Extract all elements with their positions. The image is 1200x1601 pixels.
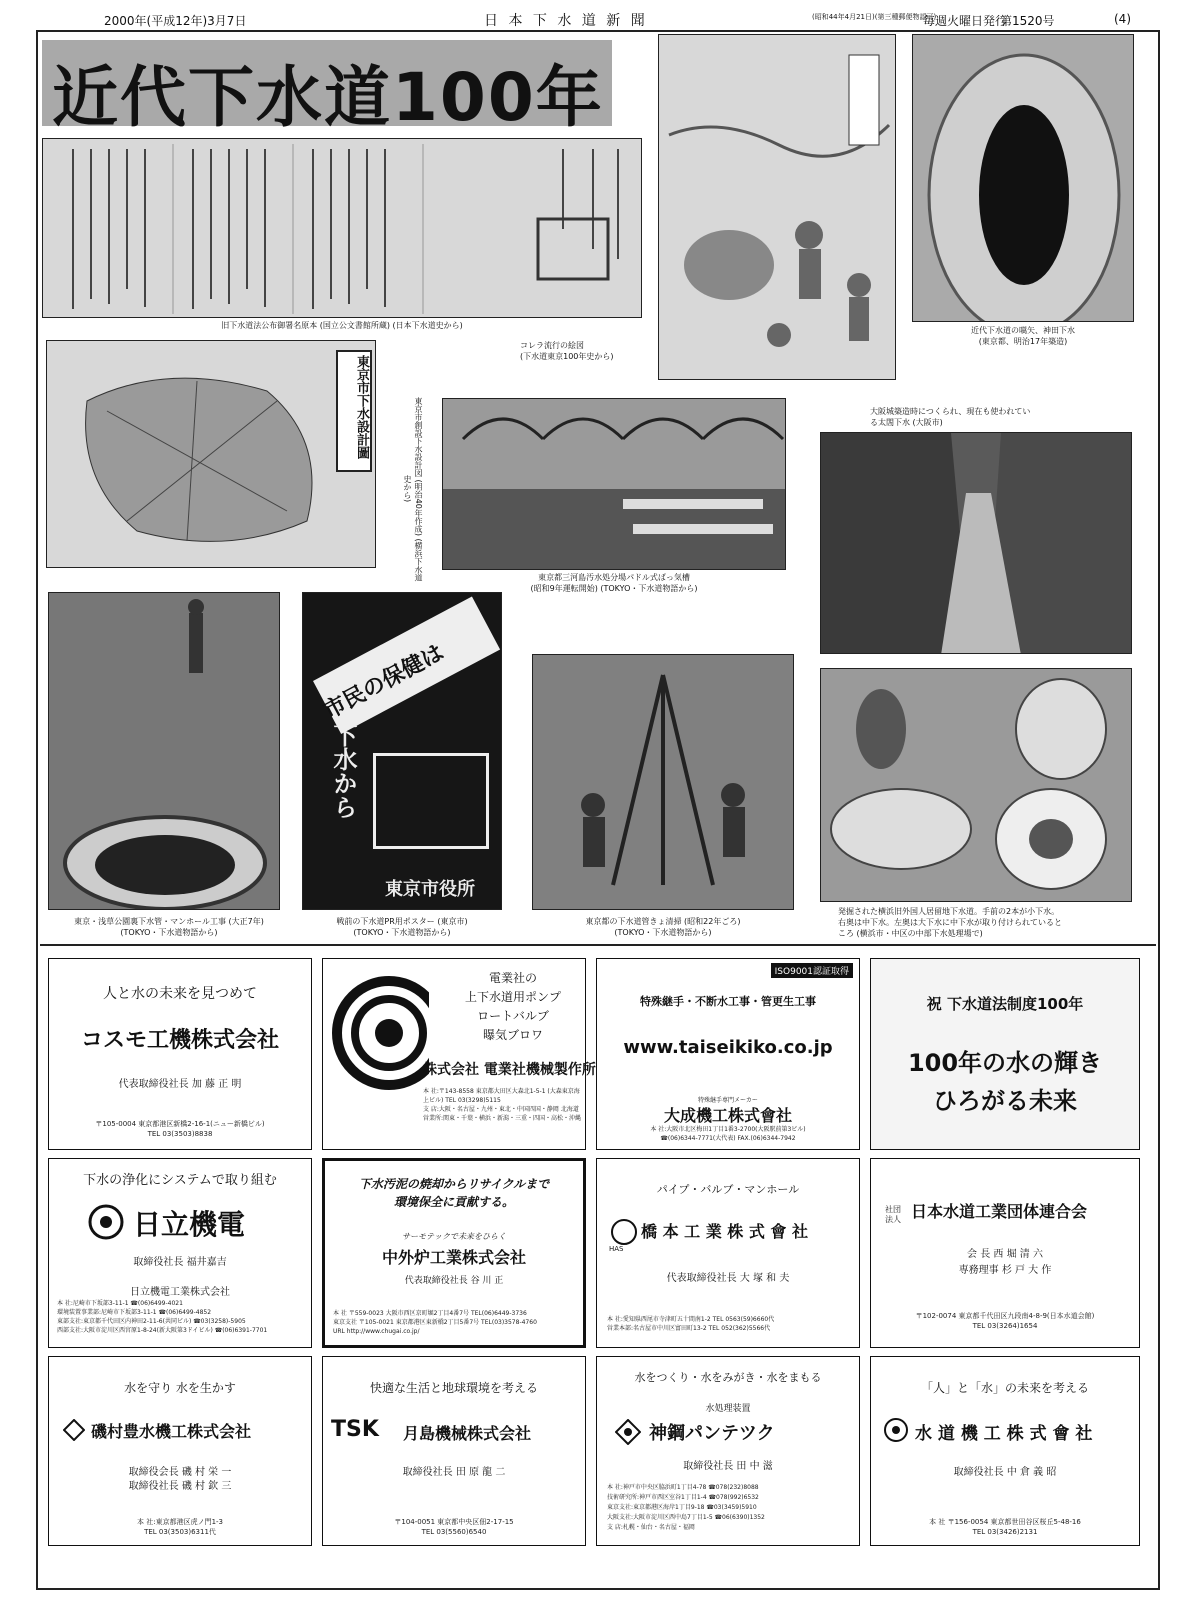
- asakusa-manhole-photo: [48, 592, 280, 910]
- ad-suido-rep: 取締役社長 中 倉 義 昭: [953, 1467, 1057, 1478]
- ad-dengyosha-line2: 上下水道用ポンプ: [464, 990, 561, 1004]
- ad-dengyosha-line3: ロートバルブ: [477, 1009, 549, 1023]
- manhole-drawing: [49, 593, 280, 910]
- ad-isomura-tel: TEL 03(3503)6311代: [144, 1528, 216, 1536]
- ad-suido-kiko: [870, 1356, 1140, 1546]
- ad-chugai-url[interactable]: URL http://www.chugai.co.jp/: [333, 1328, 420, 1335]
- caption-mikawashima-source: (昭和9年運転開始) (TOKYO・下水道物語から): [530, 584, 698, 593]
- ad-tsukishima-tel: TEL 03(5560)6540: [421, 1528, 487, 1536]
- ad-hashimoto-rep: 代表取締役社長 大 塚 和 夫: [666, 1273, 790, 1284]
- ad-chugai-row1: 本 社 〒559-0023 大阪市西区京町堀2丁目4番7号 TEL(06)6449-3736: [333, 1310, 527, 1317]
- ad-chugai-rep: 代表取締役社長 谷 川 正: [404, 1276, 504, 1286]
- ad-shinko-row3: 東京支社:東京都港区海岸1丁目9-18 ☎03(3459)5910: [607, 1504, 757, 1511]
- ad-taiseikiko-address: 本 社:大阪市北区梅田1丁目1番3-2700(大阪駅前第3ビル): [650, 1126, 806, 1133]
- ad-taiseikiko-slogan: 特殊継手・不断水工事・管更生工事: [640, 995, 816, 1008]
- ad-jwwa-address: 〒102-0074 東京都千代田区九段南4-8-9(日本水道会館): [915, 1312, 1095, 1320]
- kanda-sewer-photo: [912, 34, 1134, 322]
- ad-dengyosha-company: 株式会社 電業社機械製作所: [423, 1062, 596, 1078]
- publish-frequency: 毎週火曜日発行: [923, 14, 1008, 28]
- caption-poster-source: (TOKYO・下水道物語から): [353, 928, 451, 937]
- ad-suido-address: 本 社 〒156-0054 東京都世田谷区桜丘5-48-16: [929, 1518, 1081, 1526]
- aeration-tank-drawing: [443, 399, 786, 570]
- ad-hitachi-row2: 環境装置事業部:尼崎市下坂部3-11-1 ☎(06)6499-4852: [57, 1309, 212, 1316]
- ad-hitachi-company: 日立機電: [133, 1208, 246, 1241]
- ad-suido-slogan: 「人」と「水」の未来を考える: [920, 1381, 1089, 1395]
- hashimoto-logo-icon: [611, 1219, 637, 1245]
- ad-hitachi-slogan: 下水の浄化にシステムで取り組む: [83, 1173, 277, 1188]
- ad-dengyosha: [322, 958, 596, 1150]
- ad-shinko-row1: 本 社:神戸市中央区脇浜町1丁目4-78 ☎078(232)8088: [607, 1484, 759, 1491]
- registration: (昭和44年4月21日)(第三種郵便物認可): [812, 13, 937, 21]
- pr-poster-image: [302, 592, 502, 910]
- ad-isomura-chairman: 取締役会長 磯 村 栄 一: [128, 1467, 232, 1478]
- ad-taiseikiko: [596, 958, 860, 1150]
- ad-cosmo-company: コスモ工機株式会社: [80, 1028, 279, 1053]
- ad-chugai-company: 中外炉工業株式会社: [381, 1248, 526, 1267]
- ad-shinko-slogan: 水をつくり・水をみがき・水をまもる: [634, 1371, 822, 1384]
- masthead: [0, 8, 1200, 30]
- ad-taiseikiko-url[interactable]: www.taiseikiko.co.jp: [623, 1037, 833, 1058]
- ad-chugai-line2: 環境保全に貢献する。: [393, 1195, 514, 1209]
- ad-isomura: [48, 1356, 312, 1546]
- caption-taiko-line2: る太閤下水 (大阪市): [870, 418, 943, 427]
- ad-isomura-president: 取締役社長 磯 村 欽 三: [128, 1481, 232, 1492]
- ad-celebration-line2: 100年の水の輝き: [907, 1049, 1103, 1077]
- ad-shinko-sub: 水処理装置: [705, 1404, 751, 1414]
- isomura-logo-icon: [63, 1419, 85, 1441]
- caption-cholera-title: コレラ流行の絵図: [520, 341, 584, 350]
- ad-cosmo: [48, 958, 312, 1150]
- ad-hashimoto-row2: 営業本部:名古屋市中川区富田町13-2 TEL 052(362)5566代: [607, 1325, 771, 1332]
- ad-suido-company: 水 道 機 工 株 式 會 社: [915, 1424, 1093, 1444]
- ad-chugai-ro: [322, 1158, 586, 1348]
- ad-shinko-rep: 取締役社長 田 中 滋: [683, 1461, 773, 1472]
- caption-poster-title: 戦前の下水道PR用ポスター (東京市): [336, 917, 468, 926]
- ad-chugai-line1: 下水汚泥の焼却からリサイクルまで: [358, 1177, 550, 1191]
- ad-hitachi-fullname: 日立機電工業株式会社: [130, 1287, 230, 1298]
- headline-banner: [42, 40, 612, 136]
- ad-tsukishima-rep: 取締役社長 田 原 龍 二: [402, 1467, 506, 1478]
- ad-jwwa-kind: 社団法人: [885, 1205, 901, 1224]
- poster-bottom-text: 東京市役所: [385, 879, 475, 900]
- headline: 近代下水道100年: [52, 59, 604, 136]
- ad-hitachi-row3: 東部支社:東京都千代田区内神田2-11-6(共同ビル) ☎03(3258)-5905: [57, 1318, 246, 1325]
- ad-chugai-row2: 東京支社 〒105-0021 東京都港区東新橋2丁目5番7号 TEL(03)3578-4760: [333, 1319, 537, 1326]
- ad-hitachi-row1: 本 社:尼崎市下坂部3-11-1 ☎(06)6499-4021: [57, 1300, 183, 1307]
- ad-jwwa-chairman: 会 長 西 堀 清 六: [967, 1249, 1043, 1260]
- ad-tsukishima-slogan: 快適な生活と地球環境を考える: [369, 1381, 538, 1395]
- ad-celebration: [870, 958, 1140, 1150]
- ad-hashimoto-company: 橋 本 工 業 株 式 會 社: [641, 1222, 808, 1241]
- poster-mid-text: 下水から: [329, 723, 357, 819]
- caption-cholera-source: (下水道東京100年史から): [520, 352, 614, 361]
- caption-cleaning-source: (TOKYO・下水道物語から): [614, 928, 712, 937]
- caption-map-source: (横浜下水道史から): [403, 475, 423, 582]
- ad-shinko-row2: 技術研究所:神戸市西区室谷1丁目1-4 ☎078(992)6532: [607, 1494, 759, 1501]
- ad-hashimoto-logo-text: HAS: [609, 1245, 624, 1253]
- caption-taiko-line1: 大阪城築造時につくられ、現在も使われてい: [870, 407, 1031, 416]
- dengyosha-logo-icon: [329, 973, 429, 1093]
- ad-tsukishima-address: 〒104-0051 東京都中央区佃2-17-15: [394, 1518, 514, 1526]
- ad-shinko-pantec: [596, 1356, 860, 1546]
- caption-law-document: 旧下水道法公布御署名原本 (国立公文書館所蔵) (日本下水道史から): [221, 321, 463, 330]
- poster-box-graphic: [373, 753, 489, 849]
- ad-shinko-row5: 支 店:札幌・仙台・名古屋・福岡: [607, 1524, 695, 1531]
- ad-cosmo-tel: TEL 03(3503)8838: [147, 1130, 213, 1138]
- sewer-cleaning-photo: [532, 654, 794, 910]
- cholera-drawing: [659, 35, 896, 380]
- ad-dengyosha-line4: 曝気ブロワ: [482, 1028, 543, 1042]
- ad-taiseikiko-maker: 特殊継手専門メーカー: [698, 1097, 758, 1104]
- ad-jwwa-director: 専務理事 杉 戸 大 作: [958, 1265, 1052, 1276]
- shinko-logo-icon: [615, 1419, 641, 1445]
- document-text-columns: [43, 139, 642, 318]
- issue-number: 第1520号: [1000, 14, 1055, 28]
- ad-shinko-company: 神鋼パンテツク: [649, 1423, 775, 1444]
- ad-cosmo-slogan: 人と水の未来を見つめて: [103, 986, 257, 1002]
- ad-celebration-title: 祝 下水道法制度100年: [926, 995, 1084, 1013]
- law-document-image: [42, 138, 642, 318]
- ad-dengyosha-address: 本 社:〒143-8558 東京都大田区大森北1-5-1 (大森東京海上ビル) TEL 03(3298)5115: [423, 1088, 580, 1104]
- ad-chugai-tagline: サーモテックで未来をひらく: [402, 1232, 506, 1241]
- taiko-sewer-photo: [820, 432, 1132, 654]
- ad-jwwa-tel: TEL 03(3264)1654: [972, 1322, 1038, 1330]
- ad-cosmo-address: 〒105-0004 東京都港区新橋2-16-1(ニュー新橋ビル): [95, 1120, 265, 1128]
- caption-yokohama-line1: 発掘された横浜旧外国人居留地下水道。手前の2本が小下水。: [838, 907, 1060, 916]
- ad-suido-tel: TEL 03(3426)2131: [972, 1528, 1038, 1536]
- ad-taiseikiko-tel: ☎(06)6344-7771(大代表) FAX.(06)6344-7942: [660, 1135, 796, 1142]
- ad-isomura-slogan: 水を守り 水を生かす: [124, 1381, 236, 1395]
- ad-shinko-row4: 大阪支社:大阪市淀川区西中島7丁目1-5 ☎06(6390)1352: [607, 1514, 765, 1521]
- ad-hitachi-kiden: [48, 1158, 312, 1348]
- ad-cosmo-rep: 代表取締役社長 加 藤 正 明: [118, 1079, 242, 1090]
- ad-dengyosha-offices: 営業所:関東・千葉・横浜・新潟・三重・四国・高松・沖縄: [423, 1115, 582, 1122]
- taiko-channel-drawing: [821, 433, 1132, 654]
- poster-top-text: 市民の保健は: [319, 640, 449, 725]
- caption-kanda-title: 近代下水道の嚆矢、神田下水: [971, 326, 1075, 335]
- caption-kanda-source: (東京都、明治17年築造): [978, 337, 1068, 346]
- ad-jwwa-company: 日本水道工業団体連合会: [911, 1202, 1088, 1221]
- ad-celebration-line3: ひろがる未来: [933, 1087, 1077, 1115]
- ads-divider: [40, 944, 1156, 946]
- issue-date: 2000年(平成12年)3月7日: [104, 14, 247, 28]
- tokyo-sewer-map: [46, 340, 376, 568]
- map-title: 東京市下水設計圖: [354, 355, 369, 459]
- paper-name: 日 本 下 水 道 新 聞: [484, 13, 648, 29]
- ad-hitachi-rep: 取締役社長 福井嘉吉: [133, 1257, 227, 1268]
- ad-isomura-address: 本 社:東京都港区虎ノ門1-3: [136, 1518, 224, 1526]
- ad-taiseikiko-iso-badge: ISO9001認証取得: [771, 963, 853, 978]
- ad-hashimoto: [596, 1158, 860, 1348]
- ad-hashimoto-row1: 本 社:愛知県西尾市寺津町五十間南1-2 TEL 0563(59)6660代: [607, 1316, 775, 1323]
- mikawashima-aeration-photo: [442, 398, 786, 570]
- caption-yokohama-line2: 右奥は中下水。左奥は大下水に中下水が取り付けられていると: [838, 918, 1062, 927]
- ad-isomura-company: 磯村豊水機工株式会社: [91, 1422, 252, 1441]
- page-number: (4): [1114, 12, 1131, 26]
- caption-mikawashima-title: 東京都三河島汚水処分場パドル式ばっ気槽: [538, 573, 690, 582]
- map-drawing: [47, 341, 376, 568]
- caption-asakusa-source: (TOKYO・下水道物語から): [120, 928, 218, 937]
- yokohama-sewer-photo: [820, 668, 1132, 902]
- sewer-tunnel-drawing: [913, 35, 1134, 322]
- ad-hitachi-row4: 西部支社:大阪市淀川区西宮原1-8-24(新大阪第3ドイビル) ☎(06)6391-7701: [57, 1327, 268, 1334]
- ad-tsukishima-company: 月島機械株式会社: [403, 1424, 532, 1443]
- suido-logo-icon: [883, 1417, 909, 1443]
- hitachi-logo-icon: [87, 1203, 125, 1241]
- yokohama-pipes-drawing: [821, 669, 1132, 902]
- cleaning-drawing: [533, 655, 794, 910]
- ad-jwwa: [870, 1158, 1140, 1348]
- ad-tsukishima: [322, 1356, 586, 1546]
- ad-tsukishima-logo: TSK: [331, 1417, 379, 1442]
- caption-yokohama-line3: ころ (横浜市・中区の中部下水処理場で): [838, 929, 983, 938]
- ad-hashimoto-slogan: パイプ・バルブ・マンホール: [656, 1183, 800, 1196]
- caption-cleaning-title: 東京都の下水道管きょ清掃 (昭和22年ごろ): [585, 917, 741, 926]
- ad-dengyosha-line1: 電業社の: [488, 971, 537, 985]
- ad-dengyosha-branches: 支 店:大阪・名古屋・九州・東北・中国四国・静岡 北海道: [423, 1106, 579, 1113]
- ad-taiseikiko-company: 大成機工株式會社: [663, 1106, 792, 1125]
- cholera-illustration: [658, 34, 896, 380]
- caption-map-title: 東京市創設下水設計図 (明治40年作成): [414, 396, 423, 536]
- caption-asakusa-title: 東京・浅草公園裏下水管・マンホール工事 (大正7年): [74, 917, 264, 926]
